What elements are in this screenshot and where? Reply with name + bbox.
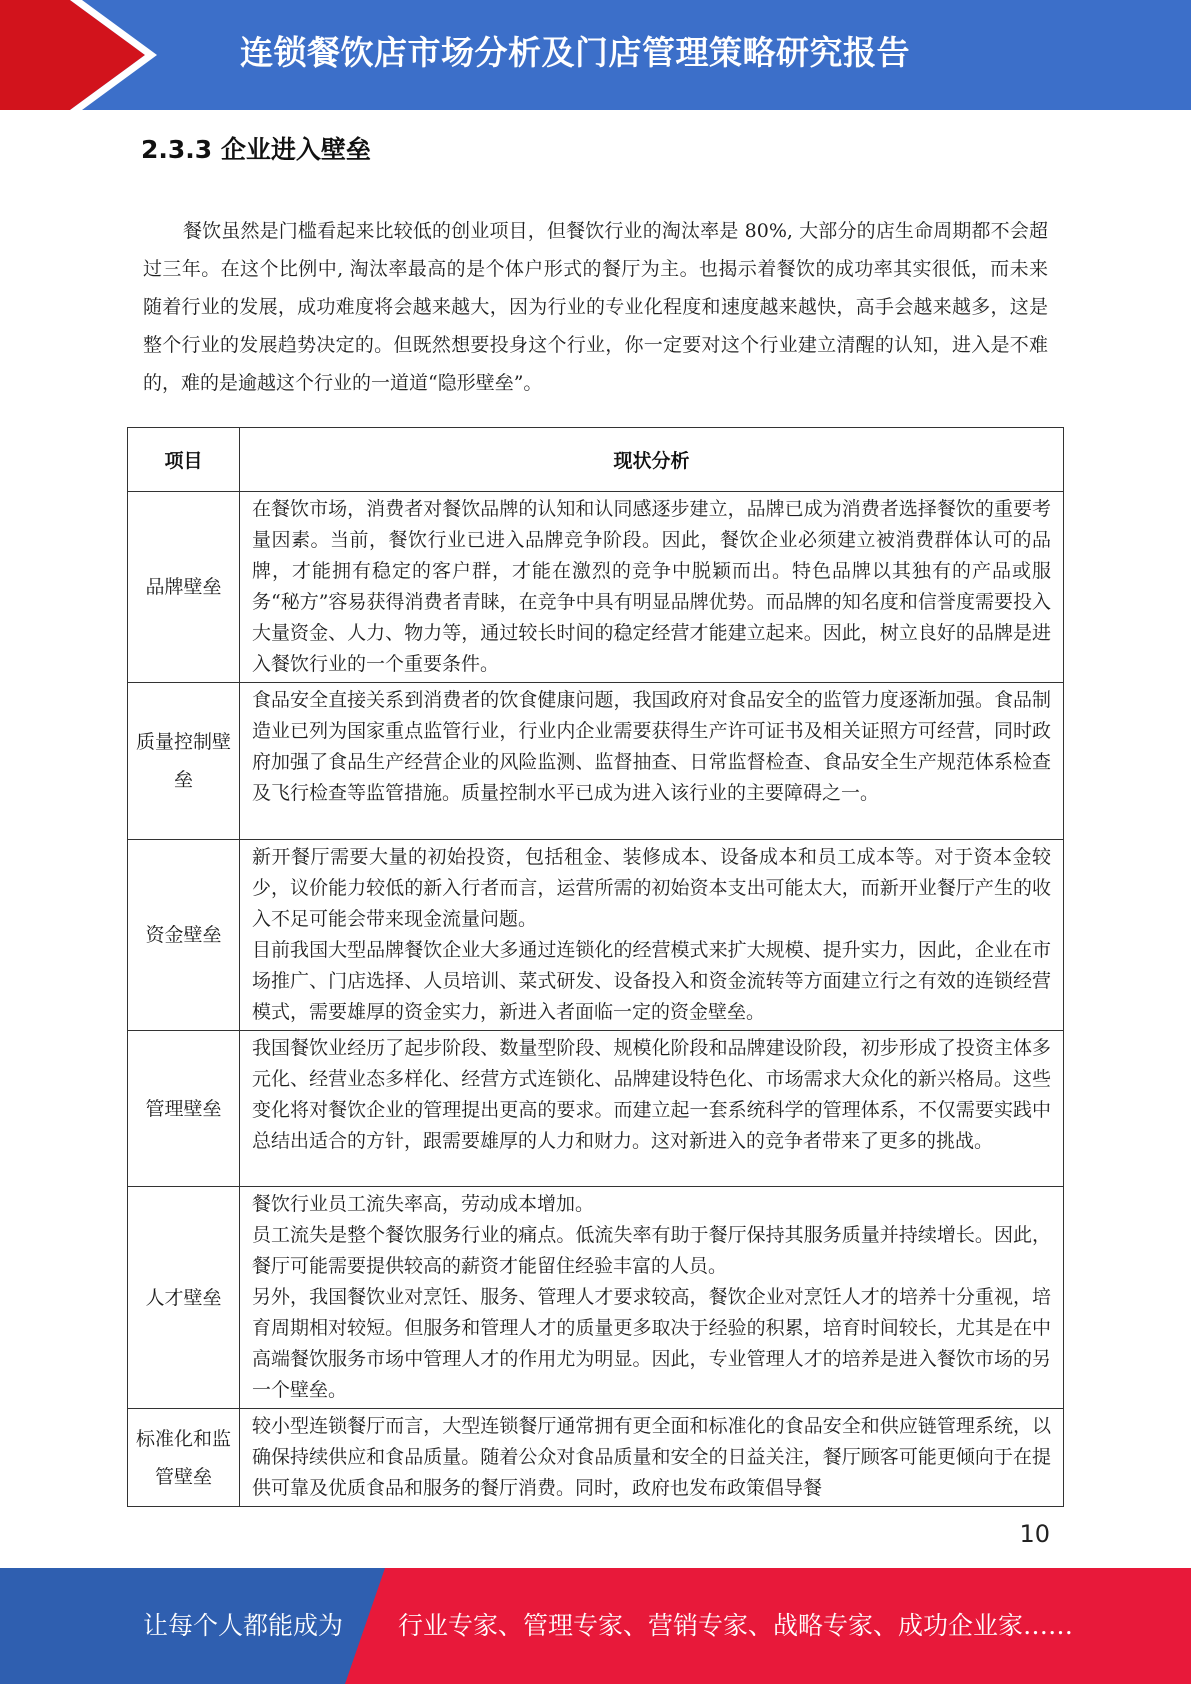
table-row bbox=[128, 1187, 1064, 1409]
page-footer bbox=[0, 1568, 1191, 1684]
barrier-table bbox=[127, 427, 1064, 1507]
row-item-label: 人才壁垒 bbox=[128, 1187, 240, 1409]
analysis-paragraph: 较小型连锁餐厅而言，大型连锁餐厅通常拥有更全面和标准化的食品安全和供应链管理系统，以确保持续供应和食品质量。随着公众对食品质量和安全的日益关注，餐厅顾客可能更倾向于在提供可靠及优质食品和服务的餐厅消费。同时，政府也发布政策倡导餐 bbox=[252, 1415, 1051, 1499]
page-number: 10 bbox=[1019, 1520, 1050, 1548]
section-heading: 2.3.3 企业进入壁垒 bbox=[141, 135, 371, 164]
row-item-label: 质量控制壁垒 bbox=[128, 683, 240, 840]
table-row bbox=[128, 683, 1064, 840]
row-analysis bbox=[240, 1187, 1064, 1409]
analysis-paragraph: 在餐饮市场，消费者对餐饮品牌的认知和认同感逐步建立，品牌已成为消费者选择餐饮的重要考量因素。当前，餐饮行业已进入品牌竞争阶段。因此，餐饮企业必须建立被消费群体认可的品牌，才能拥有稳定的客户群，才能在激烈的竞争中脱颖而出。特色品牌以其独有的产品或服务“秘方”容易获得消费者青睐，在竞争中具有明显品牌优势。而品牌的知名度和信誉度需要投入大量资金、人力、物力等，通过较长时间的稳定经营才能建立起来。因此，树立良好的品牌是进入餐饮行业的一个重要条件。 bbox=[252, 498, 1051, 675]
footer-slogan-left: 让每个人都能成为 bbox=[143, 1611, 344, 1640]
row-analysis bbox=[240, 840, 1064, 1031]
row-analysis bbox=[240, 683, 1064, 840]
intro-paragraph: 餐饮虽然是门槛看起来比较低的创业项目，但餐饮行业的淘汰率是 80%, 大部分的店生命周期都不会超过三年。在这个比例中, 淘汰率最高的是个体户形式的餐厅为主。也揭示着餐饮的成功率其实很低，而未来随着行业的发展，成功难度将会越来越大，因为行业的专业化程度和速度越来越快，高手会越来越多，这是整个行业的发展趋势决定的。但既然想要投身这个行业，你一定要对这个行业建立清醒的认知，进入是不难的，难的是逾越这个行业的一道道“隐形壁垒”。 bbox=[143, 220, 1048, 394]
table-row bbox=[128, 840, 1064, 1031]
analysis-paragraph: 新开餐厅需要大量的初始投资，包括租金、装修成本、设备成本和员工成本等。对于资本金较少，议价能力较低的新入行者而言，运营所需的初始资本支出可能太大，而新开业餐厅产生的收入不足可能会带来现金流量问题。 bbox=[252, 846, 1051, 930]
table-row bbox=[128, 492, 1064, 683]
analysis-paragraph: 员工流失是整个餐饮服务行业的痛点。低流失率有助于餐厅保持其服务质量并持续增长。因此，餐厅可能需要提供较高的薪资才能留住经验丰富的人员。 bbox=[252, 1224, 1051, 1277]
analysis-paragraph: 餐饮行业员工流失率高，劳动成本增加。 bbox=[252, 1193, 595, 1215]
column-header-item: 项目 bbox=[128, 428, 240, 492]
row-item-label: 管理壁垒 bbox=[128, 1031, 240, 1187]
table-row bbox=[128, 1409, 1064, 1507]
row-item-label: 资金壁垒 bbox=[128, 840, 240, 1031]
analysis-paragraph: 目前我国大型品牌餐饮企业大多通过连锁化的经营模式来扩大规模、提升实力，因此，企业在市场推广、门店选择、人员培训、菜式研发、设备投入和资金流转等方面建立行之有效的连锁经营模式，需要雄厚的资金实力，新进入者面临一定的资金壁垒。 bbox=[252, 939, 1051, 1023]
analysis-paragraph: 我国餐饮业经历了起步阶段、数量型阶段、规模化阶段和品牌建设阶段，初步形成了投资主体多元化、经营业态多样化、经营方式连锁化、品牌建设特色化、市场需求大众化的新兴格局。这些变化将对餐饮企业的管理提出更高的要求。而建立起一套系统科学的管理体系，不仅需要实践中总结出适合的方针，跟需要雄厚的人力和财力。这对新进入的竞争者带来了更多的挑战。 bbox=[252, 1037, 1051, 1152]
row-analysis bbox=[240, 1409, 1064, 1507]
table-header-row bbox=[128, 428, 1064, 492]
row-analysis bbox=[240, 1031, 1064, 1187]
report-title: 连锁餐饮店市场分析及门店管理策略研究报告 bbox=[240, 33, 910, 72]
analysis-paragraph: 另外，我国餐饮业对烹饪、服务、管理人才要求较高，餐饮企业对烹饪人才的培养十分重视，培育周期相对较短。但服务和管理人才的质量更多取决于经验的积累，培育时间较长，尤其是在中高端餐饮服务市场中管理人才的作用尤为明显。因此，专业管理人才的培养是进入餐饮市场的另一个壁垒。 bbox=[252, 1286, 1051, 1401]
row-item-label: 品牌壁垒 bbox=[128, 492, 240, 683]
row-analysis bbox=[240, 492, 1064, 683]
column-header-analysis: 现状分析 bbox=[240, 428, 1064, 492]
table-row bbox=[128, 1031, 1064, 1187]
analysis-paragraph: 食品安全直接关系到消费者的饮食健康问题，我国政府对食品安全的监管力度逐渐加强。食品制造业已列为国家重点监管行业，行业内企业需要获得生产许可证书及相关证照方可经营，同时政府加强了食品生产经营企业的风险监测、监督抽查、日常监督检查、食品安全生产规范体系检查及飞行检查等监管措施。质量控制水平已成为进入该行业的主要障碍之一。 bbox=[252, 689, 1051, 804]
row-item-label: 标准化和监管壁垒 bbox=[128, 1409, 240, 1507]
footer-slogan-right: 行业专家、管理专家、营销专家、战略专家、成功企业家…… bbox=[398, 1611, 1074, 1640]
page-header bbox=[0, 0, 1191, 110]
